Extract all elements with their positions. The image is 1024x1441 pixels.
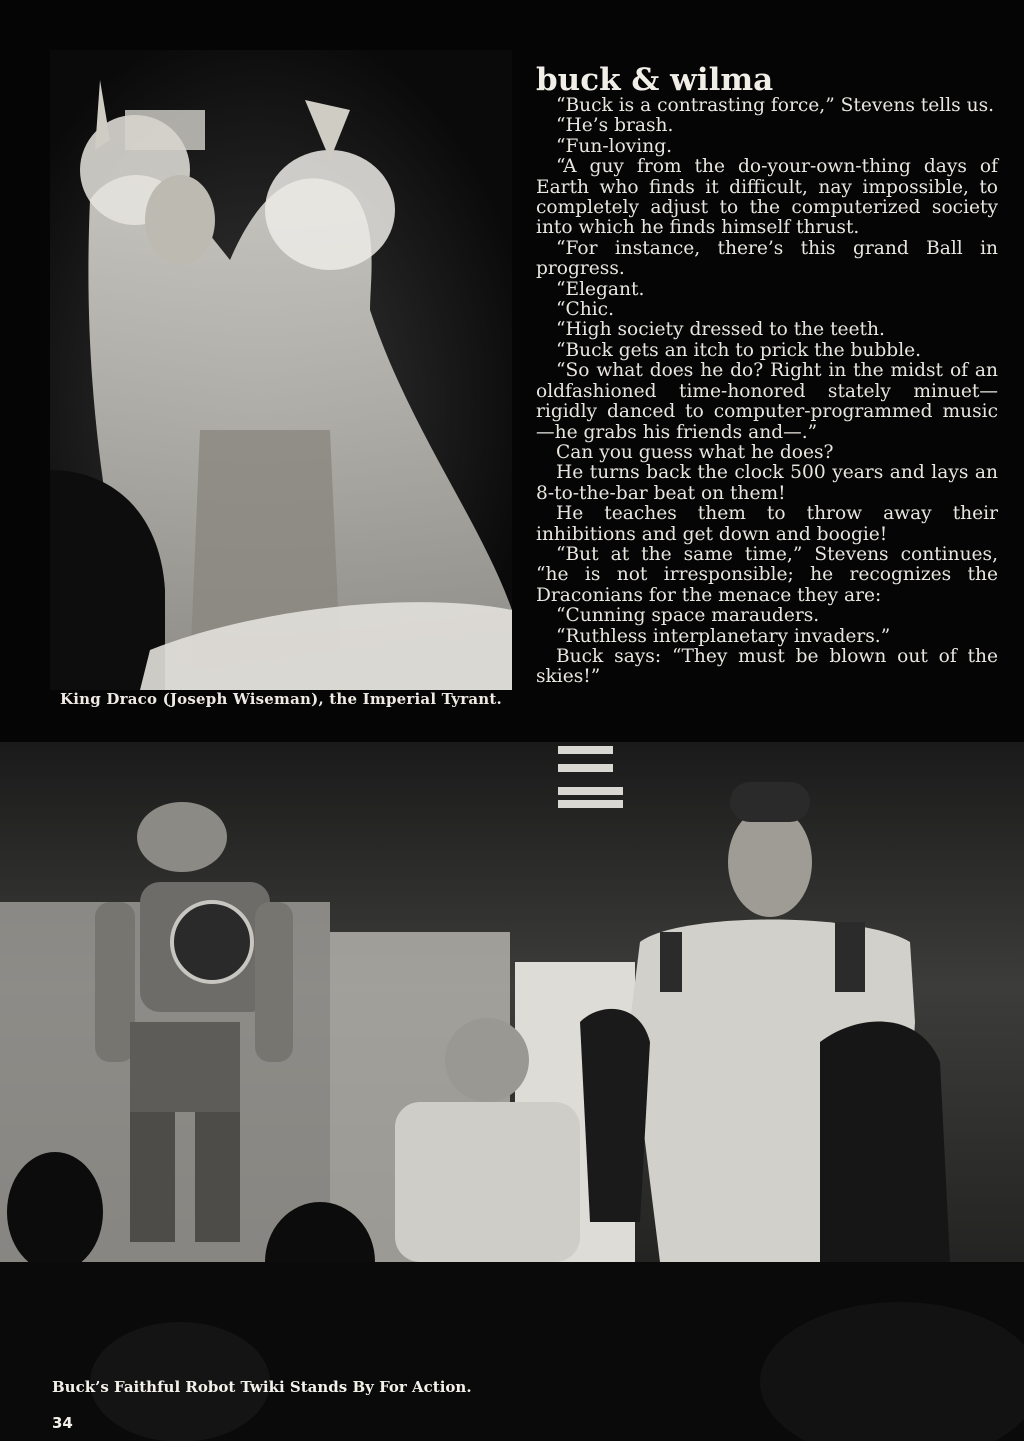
article-paragraph: “Cunning space marauders.: [556, 605, 820, 627]
article-paragraph: “For instance, there’s this grand Ball in progress.: [536, 237, 998, 280]
article-paragraph: “Buck gets an itch to prick the bubble.: [556, 339, 922, 361]
twiki-buck-photo: [0, 742, 1024, 1441]
king-draco-image: [50, 50, 512, 690]
article-paragraph: Can you guess what he does?: [556, 441, 834, 463]
page-number: 34: [52, 1414, 73, 1432]
article: [536, 64, 998, 688]
article-paragraph: “Elegant.: [556, 278, 645, 300]
article-paragraph: “He’s brash.: [556, 115, 674, 137]
article-body: [536, 96, 998, 688]
article-paragraph: He turns back the clock 500 years and lays an 8-to-the-bar beat on them!: [536, 462, 998, 504]
article-paragraph: “But at the same time,” Stevens continues, “he is not irresponsible; he recognizes the Draconians for the menace they are:: [536, 543, 998, 606]
article-paragraph: He teaches them to throw away their inhibitions and get down and boogie!: [536, 503, 998, 545]
article-paragraph: “So what does he do? Right in the midst of an oldfashioned time-honored stately minuet—rigidly danced to computer-programmed music—he grabs his friends and—.”: [536, 360, 998, 443]
king-draco-photo: [50, 50, 512, 690]
article-paragraph: “Buck is a contrasting force,” Stevens tells us.: [556, 95, 995, 116]
bottom-photo-caption: Buck’s Faithful Robot Twiki Stands By For Action.: [52, 1378, 472, 1396]
article-paragraph: “Fun-loving.: [556, 135, 673, 157]
article-paragraph: Buck says: “They must be blown out of the skies!”: [536, 645, 998, 688]
article-headline: buck & wilma: [536, 62, 774, 98]
article-paragraph: “High society dressed to the teeth.: [556, 319, 885, 341]
article-paragraph: “Chic.: [556, 299, 614, 321]
top-photo-caption: King Draco (Joseph Wiseman), the Imperial Tyrant.: [60, 690, 502, 708]
article-paragraph: “A guy from the do-your-own-thing days of Earth who finds it difficult, nay impossible, to completely adjust to the computerized society into which he finds himself thrust.: [536, 156, 998, 239]
twiki-buck-image: [0, 742, 1024, 1441]
article-paragraph: “Ruthless interplanetary invaders.”: [556, 625, 891, 647]
